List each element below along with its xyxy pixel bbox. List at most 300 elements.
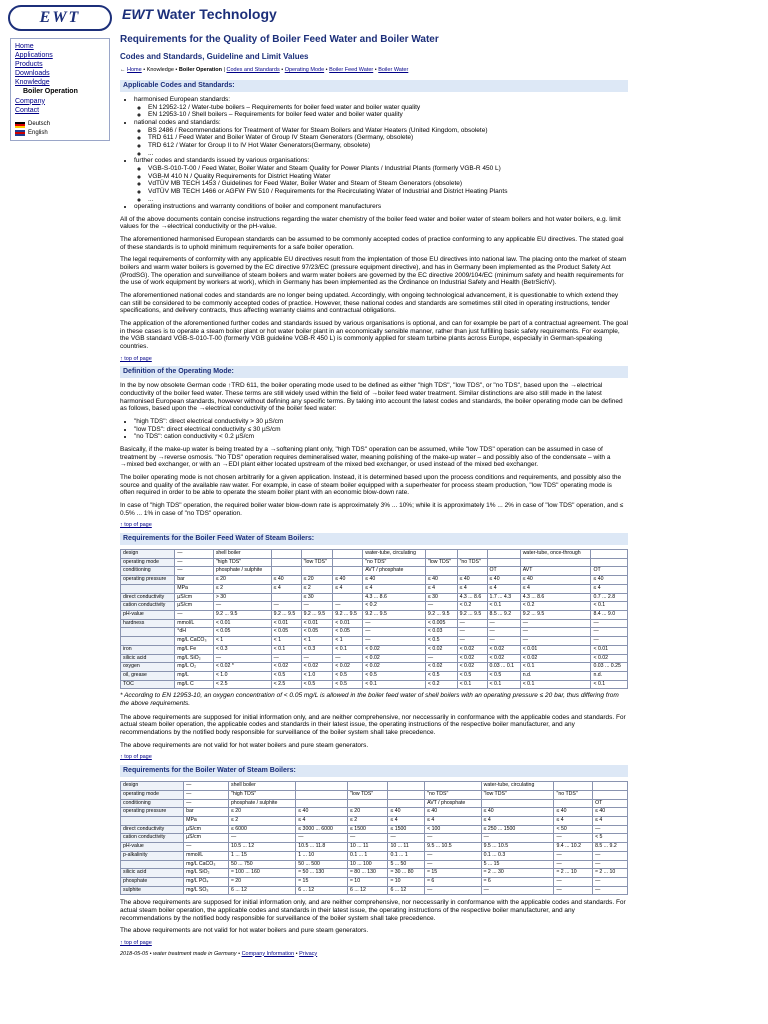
- table-cell: < 0.1: [591, 680, 628, 689]
- table-cell: ≤ 40: [487, 576, 520, 585]
- table-cell: 0.7 ... 2.8: [591, 593, 628, 602]
- table-cell: 50 ... 750: [229, 860, 296, 869]
- table-row-label: cation conductivity: [121, 834, 184, 843]
- table-cell: < 0.5: [363, 672, 426, 681]
- page-subtitle: Codes and Standards, Guideline and Limit Values: [120, 51, 309, 61]
- table-cell: 4.3 ... 8.6: [457, 593, 487, 602]
- table-cell: "no TDS": [363, 558, 426, 567]
- lang-de[interactable]: [15, 121, 105, 129]
- paragraph: All of the above documents contain concise instructions regarding the water chemistry of the boiler feed water and boiler water of steam boilers and hot water boilers, e.g. limit values for the →electrical conductivity or the pH-value.: [120, 215, 621, 231]
- table-row: [121, 808, 628, 817]
- table-cell: ≤ 40: [457, 576, 487, 585]
- paragraph: The above requirements are not valid for hot water boilers and pure steam generators.: [120, 741, 369, 749]
- table-cell: < 0.2: [363, 602, 426, 611]
- table-row-label: oxygen: [121, 663, 175, 672]
- table-cell: OT: [591, 567, 628, 576]
- table-cell: —: [296, 834, 348, 843]
- table-cell: ≈ 2 ... 30: [481, 869, 554, 878]
- table-cell: mmol/L: [184, 851, 229, 860]
- table-cell: < 2.5: [271, 680, 301, 689]
- table-cell: ≈ 20: [229, 878, 296, 887]
- footer-tagline: water treatment made in Germany: [153, 950, 237, 957]
- table-cell: < 50: [554, 825, 593, 834]
- table-cell: ≤ 250 ... 1500: [481, 825, 554, 834]
- table-cell: —: [520, 619, 591, 628]
- table-cell: [520, 558, 591, 567]
- table-cell: —: [554, 851, 593, 860]
- table-row: [121, 860, 628, 869]
- table-cell: < 0.5: [457, 672, 487, 681]
- list-item: [134, 119, 628, 157]
- feed-water-table: [120, 549, 628, 690]
- table-cell: ≤ 4: [388, 817, 425, 826]
- table-row: [121, 576, 628, 585]
- ewt-logo[interactable]: EWT: [8, 5, 112, 31]
- table-cell: ≤ 1500: [348, 825, 388, 834]
- table-cell: < 0.5: [333, 672, 363, 681]
- table-cell: mg/L PO₄: [184, 878, 229, 887]
- table-row: [121, 825, 628, 834]
- nav-home[interactable]: Home: [15, 43, 34, 50]
- table-cell: < 2.5: [213, 680, 271, 689]
- table-row: [121, 558, 628, 567]
- table-cell: —: [593, 860, 628, 869]
- table-cell: [388, 790, 425, 799]
- footer-company-link[interactable]: Company Information: [241, 950, 295, 957]
- table-cell: ≤ 40: [388, 808, 425, 817]
- table-cell: 1 ... 15: [229, 851, 296, 860]
- table-cell: 8.5 ... 9.2: [593, 843, 628, 852]
- table-cell: AVT / phosphate: [363, 567, 426, 576]
- table-cell: —: [554, 886, 593, 895]
- table-cell: 8.5 ... 9.2: [487, 611, 520, 620]
- table-cell: mg/L O₂: [175, 663, 214, 672]
- table-cell: ≈ 2 ... 10: [593, 869, 628, 878]
- table-cell: 5 ... 50: [388, 860, 425, 869]
- table-cell: < 0.1: [271, 645, 301, 654]
- table-cell: [425, 549, 457, 558]
- table-cell: "low TDS": [348, 790, 388, 799]
- table-cell: 10.5 ... 11.8: [296, 843, 348, 852]
- table-cell: < 0.5: [487, 672, 520, 681]
- table-cell: ≤ 4: [333, 584, 363, 593]
- table-cell: < 100: [425, 825, 481, 834]
- table-cell: —: [481, 886, 554, 895]
- table-cell: < 0.2: [520, 602, 591, 611]
- table-cell: ≤ 30: [301, 593, 333, 602]
- table-cell: mg/L CaCO₃: [175, 637, 214, 646]
- table-cell: < 0.01: [271, 619, 301, 628]
- table-row-label: TOC: [121, 680, 175, 689]
- table-cell: µS/cm: [175, 602, 214, 611]
- brand-rest: Water Technology: [153, 6, 277, 22]
- table-cell: —: [271, 602, 301, 611]
- table-cell: ≈ 30 ... 80: [388, 869, 425, 878]
- table-cell: —: [333, 654, 363, 663]
- list-item: ◦ ...: [148, 150, 628, 158]
- table-cell: [425, 567, 457, 576]
- crumb-operating-mode[interactable]: Operating Mode: [284, 67, 325, 74]
- side-navigation: [10, 38, 110, 141]
- table-cell: < 0.3: [301, 645, 333, 654]
- table-cell: 9.2 ... 9.5: [457, 611, 487, 620]
- table-cell: "low TDS": [425, 558, 457, 567]
- table-cell: 0.03 ... 0.25: [591, 663, 628, 672]
- table-cell: ≤ 4: [520, 584, 591, 593]
- table-cell: < 0.1: [487, 680, 520, 689]
- table-cell: —: [487, 628, 520, 637]
- table-cell: 10 ... 11: [348, 843, 388, 852]
- table-cell: ≤ 20: [301, 576, 333, 585]
- paragraph: The aforementioned harmonised European standards can be assumed to be commonly accepted codes of practice conforming to any applicable EU directives. The stated goal of these standards is to uphold minimum requirements for a safe boiler operation.: [120, 236, 624, 251]
- table-cell: [457, 549, 487, 558]
- table-cell: —: [301, 602, 333, 611]
- table-cell: —: [184, 790, 229, 799]
- table-cell: mg/L Fe: [175, 645, 214, 654]
- list-item: • "no TDS": cation conductivity < 0.2 µS/cm: [134, 433, 628, 441]
- table-cell: mg/L C: [175, 680, 214, 689]
- list-item: ◦ VGB-M 410 N / Quality Requirements for District Heating Water: [148, 173, 628, 181]
- table-cell: 9.2 ... 9.5: [333, 611, 363, 620]
- table-cell: ≤ 3000 ... 6000: [296, 825, 348, 834]
- table-cell: —: [554, 834, 593, 843]
- table-cell: —: [213, 602, 271, 611]
- table-cell: MPa: [184, 817, 229, 826]
- table-cell: < 0.05: [333, 628, 363, 637]
- table-row: [121, 843, 628, 852]
- table-cell: < 0.02: [591, 654, 628, 663]
- table-cell: 1.7 ... 4.3: [487, 593, 520, 602]
- table-row-label: direct conductivity: [121, 825, 184, 834]
- table-cell: —: [425, 851, 481, 860]
- table-cell: —: [271, 654, 301, 663]
- table-cell: "no TDS": [425, 790, 481, 799]
- table-row: [121, 593, 628, 602]
- table-cell: [425, 782, 481, 791]
- table-cell: ≤ 4: [425, 584, 457, 593]
- table-cell: °dH: [175, 628, 214, 637]
- table-cell: < 0.03: [425, 628, 457, 637]
- table-cell: < 0.02: [457, 663, 487, 672]
- table-cell: —: [425, 834, 481, 843]
- table-row-label: conditioning: [121, 799, 184, 808]
- table-cell: < 0.2: [457, 602, 487, 611]
- table-cell: [333, 567, 363, 576]
- table-cell: AVT / phosphate: [425, 799, 481, 808]
- brand-title: [122, 6, 277, 23]
- table-cell: ≤ 4: [554, 817, 593, 826]
- table-cell: < 0.02: [487, 654, 520, 663]
- table-cell: ≤ 40: [520, 576, 591, 585]
- top-of-page-link[interactable]: ↑ top of page: [120, 940, 152, 947]
- table-cell: 5 ... 15: [481, 860, 554, 869]
- table-row: [121, 851, 628, 860]
- table-row: [121, 680, 628, 689]
- table-cell: < 0.02: [457, 645, 487, 654]
- table-row-label: operating mode: [121, 558, 175, 567]
- table-cell: —: [425, 654, 457, 663]
- table-row-label: operating pressure: [121, 576, 175, 585]
- table-cell: ≈ 6: [425, 878, 481, 887]
- paragraph: In case of "high TDS" operation, the required boiler water blow-down rate is approximately 3% ... 10%; while it is approximately 1% ... 2% in case of "low TDS" operation, and ≤ 0.5% ... 1% in case of "no TDS" operation.: [120, 501, 624, 517]
- uk-flag-icon: [15, 130, 25, 136]
- table-cell: < 0.1: [363, 680, 426, 689]
- table-cell: < 0.02: [487, 645, 520, 654]
- table-cell: mg/L SiO₂: [175, 654, 214, 663]
- paragraph: Basically, if the make-up water is being treated by a →softening plant only, "high TDS" operation can be assumed, while "low TDS" operation can be assumed in case of treatment by →reverse osmosis. "No TDS" operation requires demineralised water, meaning polishing of the make-up water – and possibly also of the condensate – with a →mixed bed exchanger, or with an →EDI plant either located upstream of the mixed bed exchanger, or used instead of the mixed bed exchanger.: [120, 445, 611, 469]
- table-cell: < 1: [301, 637, 333, 646]
- nav-knowledge[interactable]: Knowledge: [15, 79, 50, 87]
- table-cell: water-tube, circulating: [363, 549, 426, 558]
- list-item: [134, 96, 628, 119]
- table-cell: ≤ 20: [213, 576, 271, 585]
- top-of-page-link[interactable]: ↑ top of page: [120, 522, 152, 529]
- list-item: ◦ TRD 611 / Feed Water and Boiler Water of Group IV Steam Generators (Germany, obsolete): [148, 134, 628, 142]
- list-item: ◦ EN 12953-10 / Shell boilers – Requirements for boiler feed water and boiler water quality: [148, 111, 628, 119]
- table-cell: [271, 549, 301, 558]
- main-content: [120, 34, 628, 957]
- table-cell: [554, 799, 593, 808]
- table-cell: —: [425, 886, 481, 895]
- codes-list: [120, 96, 628, 211]
- codes-fur-label: further codes and standards issued by various organisations:: [134, 157, 310, 165]
- table-cell: [457, 567, 487, 576]
- table-cell: [333, 593, 363, 602]
- table-cell: < 0.02: [363, 645, 426, 654]
- table-cell: —: [554, 878, 593, 887]
- table-cell: ≈ 2 ... 10: [554, 869, 593, 878]
- footnote: * According to EN 12953-10, an oxygen concentration of < 0.05 mg/L is allowed in the boiler feed water of shell boilers with an operating pressure ≤ 20 bar, thus differing from the above requirements.: [120, 692, 619, 708]
- table-cell: < 0.01: [591, 645, 628, 654]
- table-row: [121, 663, 628, 672]
- crumb-boiler-water[interactable]: Boiler Water: [378, 67, 409, 74]
- table-cell: —: [593, 886, 628, 895]
- table-row-label: silicic acid: [121, 869, 184, 878]
- table-cell: —: [457, 628, 487, 637]
- table-cell: 0.1 ... 1: [348, 851, 388, 860]
- table-cell: —: [481, 834, 554, 843]
- paragraph: The application of the aforementioned further codes and standards issued by various organisations is optional, and can for example be part of a contractual agreement. The goal in these cases is to operate a steam boiler plant or hot water boiler plant in an economically sensible manner, rather than just fulfilling basic safety requirements. For example, the VGB standard VGB-S-010-T-00 (formerly VGB guideline VGB-R 450 L) is commonly applied for steam turbine plants across Europe, especially in German-speaking countries.: [120, 320, 628, 350]
- breadcrumb: ← Home • Knowledge • Boiler Operation | Codes and Standards • Operating Mode • Boiler Feed Water • Boiler Water: [120, 67, 409, 74]
- table-cell: —: [593, 851, 628, 860]
- nav-applications[interactable]: Applications: [15, 52, 53, 60]
- table-row: [121, 584, 628, 593]
- lang-en[interactable]: [15, 130, 105, 138]
- table-row-label: sulphite: [121, 886, 184, 895]
- table-cell: "high TDS": [213, 558, 271, 567]
- table-cell: < 0.05: [301, 628, 333, 637]
- table-cell: < 0.02: [520, 654, 591, 663]
- crumb-boiler-operation: Boiler Operation: [178, 67, 222, 74]
- table-cell: —: [520, 637, 591, 646]
- table-cell: [593, 790, 628, 799]
- list-item: ◦ VdTÜV MB TECH 1466 or AGFW FW 510 / Requirements for the Recirculating Water of Industrial and District Heating Plants: [148, 188, 628, 196]
- table-cell: —: [363, 628, 426, 637]
- table-cell: —: [363, 619, 426, 628]
- table-cell: < 0.1: [457, 680, 487, 689]
- table-cell: 0.1 ... 0.3: [481, 851, 554, 860]
- table-cell: "no TDS": [457, 558, 487, 567]
- table-row-label: cation conductivity: [121, 602, 175, 611]
- table-cell: < 0.5: [425, 637, 457, 646]
- paragraph: The legal requirements of conformity with any applicable EU directives result from the implentation of those EU directives into national law. The placing onto the market of steam boilers and warm water boilers is governed by the EC directive 97/23/EC (pressure equipment directive), and has in Germany been implemented as the Product Safety Act (ProdSG). The operation and surveillance of steam boilers and warm water boilers are governed by the EC directive 2009/104/EC (minimum safety and health requirements for the use of work equipment by workers at work), which in Germany has been implemented as the Ordinance on Industrial Safety and Health (BetrSichV).: [120, 256, 627, 287]
- modes-list: [120, 418, 628, 441]
- table-row: [121, 672, 628, 681]
- table-cell: —: [487, 619, 520, 628]
- table-row-label: [121, 628, 175, 637]
- table-cell: < 0.1: [520, 663, 591, 672]
- table-cell: < 0.1: [487, 602, 520, 611]
- footer-date: 2018-05-05: [120, 950, 149, 957]
- table-cell: ≤ 4: [591, 584, 628, 593]
- table-cell: < 0.05: [271, 628, 301, 637]
- lang-de-label: Deutsch: [28, 120, 51, 127]
- table-cell: ≤ 40: [271, 576, 301, 585]
- table-cell: < 0.1: [591, 602, 628, 611]
- table-cell: 9.4 ... 10.2: [554, 843, 593, 852]
- table-cell: 9.2 ... 9.5: [271, 611, 301, 620]
- list-item: ◦ EN 12952-12 / Water-tube boilers – Requirements for boiler feed water and boiler water quality: [148, 104, 628, 112]
- table-cell: [301, 567, 333, 576]
- section-heading-feed-water: Requirements for the Boiler Feed Water of Steam Boilers:: [120, 533, 628, 545]
- table-cell: —: [554, 860, 593, 869]
- nav-downloads[interactable]: Downloads: [15, 70, 50, 78]
- table-cell: 8.4 ... 9.0: [591, 611, 628, 620]
- table-cell: < 0.5: [333, 680, 363, 689]
- table-cell: < 0.02: [457, 654, 487, 663]
- table-row: [121, 886, 628, 895]
- table-cell: —: [591, 628, 628, 637]
- section-heading-boiler-water: Requirements for the Boiler Water of Steam Boilers:: [120, 765, 628, 777]
- table-cell: ≤ 40: [296, 808, 348, 817]
- table-cell: < 0.02: [271, 663, 301, 672]
- table-cell: < 0.02: [363, 654, 426, 663]
- table-row: [121, 782, 628, 791]
- table-row: [121, 637, 628, 646]
- list-item: ◦ VGB-S-010-T-00 / Feed Water, Boiler Water and Steam Quality for Power Plants / Industrial Plants (formerly VGB-R 450 L): [148, 165, 628, 173]
- top-of-page-link[interactable]: ↑ top of page: [120, 355, 152, 362]
- table-cell: —: [175, 611, 214, 620]
- table-row-label: conditioning: [121, 567, 175, 576]
- table-cell: [388, 782, 425, 791]
- table-cell: [388, 799, 425, 808]
- top-of-page-link[interactable]: ↑ top of page: [120, 754, 152, 761]
- page-title: Requirements for the Quality of Boiler Feed Water and Boiler Water: [120, 34, 439, 45]
- table-row-label: iron: [121, 645, 175, 654]
- table-cell: < 0.1: [333, 645, 363, 654]
- table-row-label: operating pressure: [121, 808, 184, 817]
- table-cell: ≈ 10: [388, 878, 425, 887]
- table-cell: ≤ 40: [363, 576, 426, 585]
- table-cell: < 0.01: [301, 619, 333, 628]
- table-cell: ≈ 15: [425, 869, 481, 878]
- table-cell: < 0.02: [301, 663, 333, 672]
- nav-company[interactable]: Company: [15, 97, 45, 105]
- footer-privacy-link[interactable]: Privacy: [299, 950, 318, 957]
- codes-harm-label: harmonised European standards:: [134, 95, 231, 103]
- table-cell: ≤ 4: [271, 584, 301, 593]
- table-cell: [487, 558, 520, 567]
- list-item: ◦ TRD 612 / Water for Group II to IV Hot Water Generators(Germany, obsolete): [148, 142, 628, 150]
- crumb-feed-water[interactable]: Boiler Feed Water: [329, 67, 374, 74]
- nav-contact[interactable]: Contact: [15, 106, 40, 114]
- table-cell: ≤ 4: [363, 584, 426, 593]
- table-cell: µS/cm: [184, 825, 229, 834]
- table-cell: [554, 782, 593, 791]
- table-cell: < 0.5: [425, 672, 457, 681]
- list-item: • "high TDS": direct electrical conductivity > 30 µS/cm: [134, 418, 628, 426]
- table-cell: < 0.5: [301, 680, 333, 689]
- table-cell: ≤ 4: [457, 584, 487, 593]
- crumb-codes[interactable]: Codes and Standards: [226, 67, 280, 74]
- table-cell: ≈ 6: [481, 878, 554, 887]
- table-cell: —: [184, 799, 229, 808]
- table-cell: [271, 593, 301, 602]
- table-cell: —: [425, 860, 481, 869]
- table-cell: ≤ 40: [591, 576, 628, 585]
- table-cell: [481, 799, 554, 808]
- crumb-home[interactable]: Home: [127, 67, 142, 74]
- table-cell: —: [363, 637, 426, 646]
- table-cell: 0.03 ... 0.1: [487, 663, 520, 672]
- table-cell: water-tube, circulating: [481, 782, 554, 791]
- table-cell: 9.2 ... 9.5: [301, 611, 333, 620]
- table-cell: 9.2 ... 9.5: [425, 611, 457, 620]
- table-row-label: phosphate: [121, 878, 184, 887]
- table-cell: < 0.01: [333, 619, 363, 628]
- table-cell: ≤ 1500: [388, 825, 425, 834]
- table-row: [121, 790, 628, 799]
- table-row: [121, 834, 628, 843]
- nav-products[interactable]: Products: [15, 61, 43, 69]
- table-cell: 6 ... 12: [296, 886, 348, 895]
- list-item: • operating instructions and warranty conditions of boiler and component manufacturers: [134, 203, 628, 211]
- table-cell: [333, 558, 363, 567]
- table-cell: 10 ... 100: [348, 860, 388, 869]
- table-row-label: [121, 817, 184, 826]
- table-cell: < 0.5: [271, 672, 301, 681]
- table-cell: < 0.2: [425, 680, 457, 689]
- table-cell: 10 ... 11: [388, 843, 425, 852]
- table-cell: [487, 549, 520, 558]
- table-cell: "low TDS": [301, 558, 333, 567]
- table-cell: < 1: [333, 637, 363, 646]
- crumb-knowledge: Knowledge: [146, 67, 174, 74]
- table-cell: [591, 558, 628, 567]
- nav-current-boiler-operation[interactable]: Boiler Operation: [23, 88, 78, 96]
- table-cell: —: [591, 619, 628, 628]
- table-cell: [271, 558, 301, 567]
- table-row-label: p-alkalinity: [121, 851, 184, 860]
- table-cell: < 5: [593, 834, 628, 843]
- table-cell: ≤ 2: [301, 584, 333, 593]
- table-cell: < 0.02: [333, 663, 363, 672]
- table-cell: —: [229, 834, 296, 843]
- table-cell: < 1: [271, 637, 301, 646]
- table-cell: 50 ... 500: [296, 860, 348, 869]
- table-row-label: silicic acid: [121, 654, 175, 663]
- table-cell: ≤ 4: [425, 817, 481, 826]
- table-cell: shell boiler: [229, 782, 296, 791]
- table-row-label: design: [121, 782, 184, 791]
- table-cell: 9.2 ... 9.5: [520, 611, 591, 620]
- table-cell: < 0.3: [213, 645, 271, 654]
- table-cell: ≤ 40: [425, 808, 481, 817]
- table-cell: < 0.02: [425, 663, 457, 672]
- table-row: [121, 602, 628, 611]
- codes-nat-label: national codes and standards:: [134, 118, 221, 126]
- table-cell: mg/L SiO₂: [184, 869, 229, 878]
